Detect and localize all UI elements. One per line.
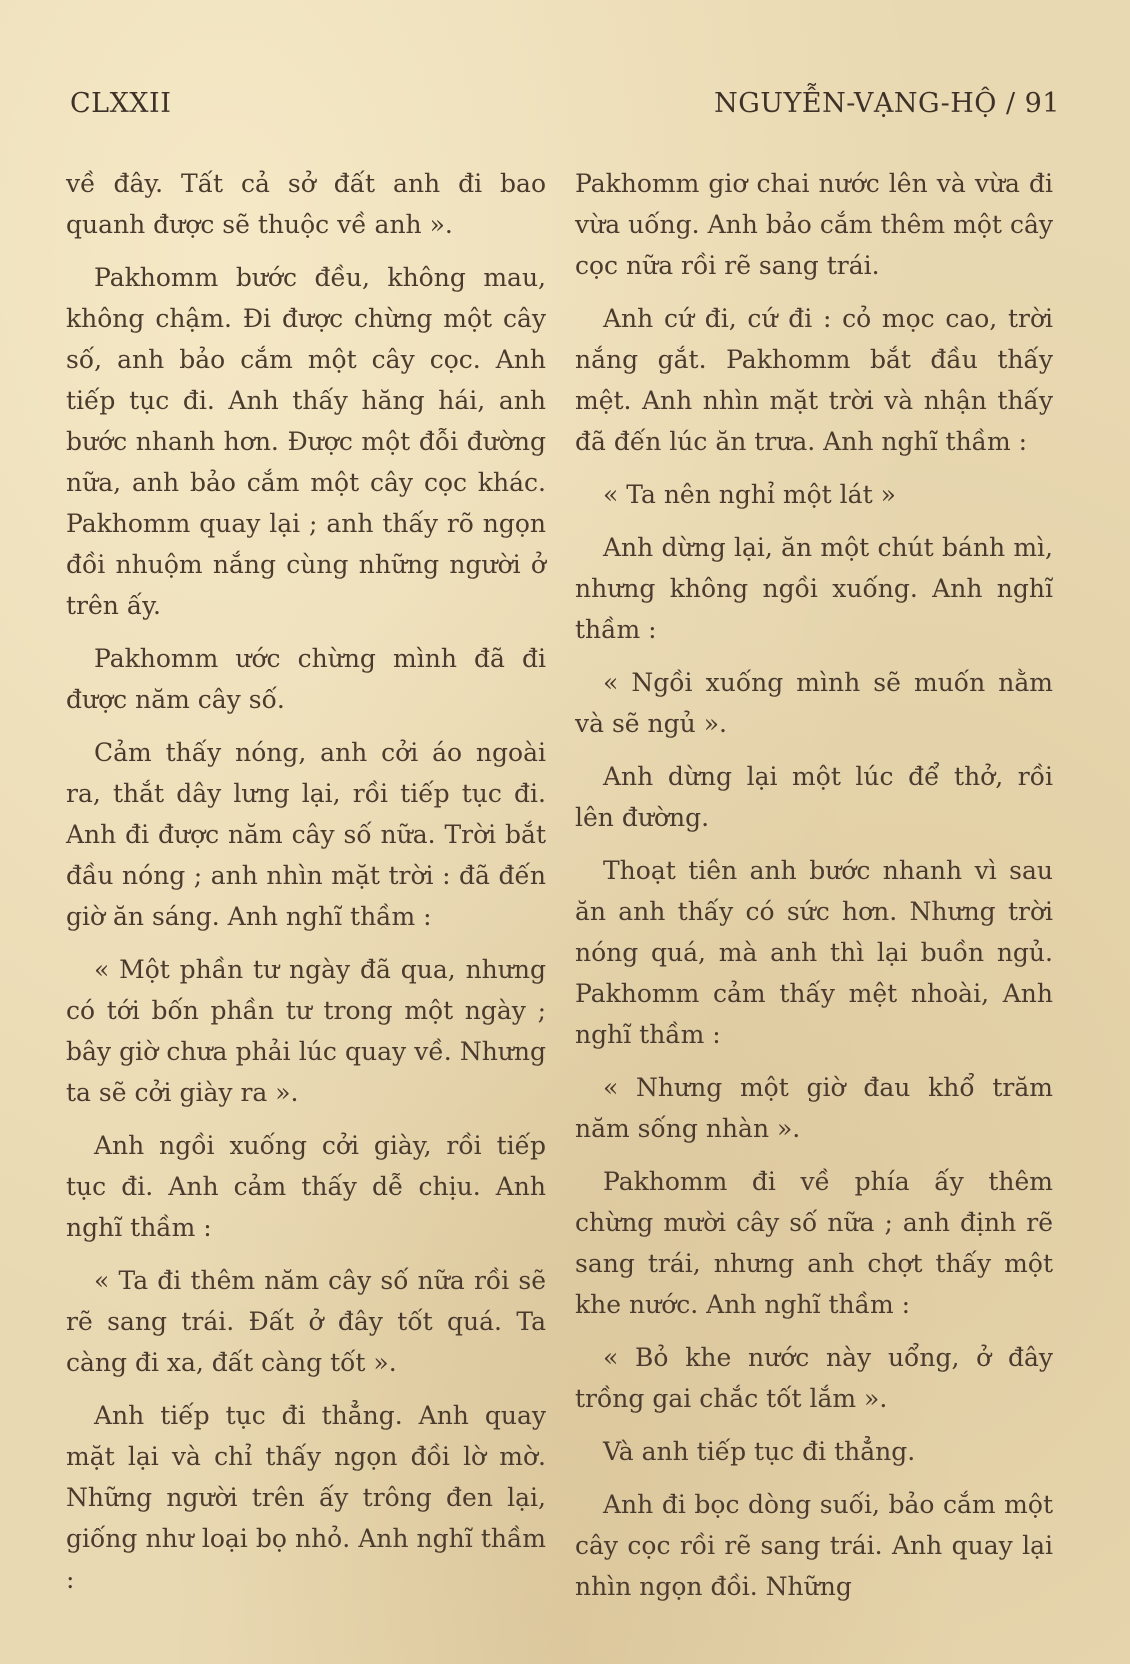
paragraph: Pakhomm ước chừng mình đã đi được năm cây số.	[66, 644, 546, 714]
paragraph: Anh đi bọc dòng suối, bảo cắm một cây cọc rồi rẽ sang trái. Anh quay lại nhìn ngọn đồi. Những	[575, 1490, 1053, 1601]
paragraph: Anh ngồi xuống cởi giày, rồi tiếp tục đi. Anh cảm thấy dễ chịu. Anh nghĩ thầm :	[66, 1131, 546, 1242]
page-header	[70, 88, 1060, 128]
paragraph: Anh dừng lại, ăn một chút bánh mì, nhưng không ngồi xuống. Anh nghĩ thầm :	[575, 533, 1053, 644]
paragraph: Và anh tiếp tục đi thẳng.	[603, 1437, 916, 1466]
paragraph: « Ta đi thêm năm cây số nữa rồi sẽ rẽ sang trái. Đất ở đây tốt quá. Ta càng đi xa, đất càng tốt ».	[66, 1266, 546, 1377]
paragraph: Pakhomm đi về phía ấy thêm chừng mười cây số nữa ; anh định rẽ sang trái, nhưng anh chợt thấy một khe nước. Anh nghĩ thầm :	[575, 1167, 1053, 1319]
paragraph: « Ta nên nghỉ một lát »	[603, 480, 896, 509]
left-column	[66, 163, 546, 1612]
right-column	[575, 163, 1053, 1619]
paragraph: Anh cứ đi, cứ đi : cỏ mọc cao, trời nắng gắt. Pakhomm bắt đầu thấy mệt. Anh nhìn mặt trời và nhận thấy đã đến lúc ăn trưa. Anh nghĩ thầm :	[575, 304, 1053, 456]
paragraph: Pakhomm bước đều, không mau, không chậm. Đi được chừng một cây số, anh bảo cắm một cây cọc. Anh tiếp tục đi. Anh thấy hăng hái, anh bước nhanh hơn. Được một đỗi đường nữa, anh bảo cắm một cây cọc khác. Pakhomm quay lại ; anh thấy rõ ngọn đồi nhuộm nắng cùng những người ở trên ấy.	[66, 263, 546, 620]
paragraph: « Một phần tư ngày đã qua, nhưng có tới bốn phần tư trong một ngày ; bây giờ chưa phải lúc quay về. Nhưng ta sẽ cởi giày ra ».	[66, 955, 546, 1107]
paragraph: « Ngồi xuống mình sẽ muốn nằm và sẽ ngủ ».	[575, 668, 1053, 738]
paragraph: Anh dừng lại một lúc để thở, rồi lên đường.	[575, 762, 1053, 832]
paragraph: Anh tiếp tục đi thẳng. Anh quay mặt lại và chỉ thấy ngọn đồi lờ mờ. Những người trên ấy trông đen lại, giống như loại bọ nhỏ. Anh nghĩ thầm :	[66, 1401, 546, 1594]
paragraph: về đây. Tất cả sở đất anh đi bao quanh được sẽ thuộc về anh ».	[66, 169, 546, 239]
running-head-page-number: NGUYỄN-VẠNG-HỘ / 91	[714, 88, 1060, 119]
chapter-number: CLXXII	[70, 88, 172, 119]
paragraph: « Bỏ khe nước này uổng, ở đây trồng gai chắc tốt lắm ».	[575, 1343, 1053, 1413]
paragraph: « Nhưng một giờ đau khổ trăm năm sống nhàn ».	[575, 1073, 1053, 1143]
paragraph: Thoạt tiên anh bước nhanh vì sau ăn anh thấy có sức hơn. Nhưng trời nóng quá, mà anh thì lại buồn ngủ. Pakhomm cảm thấy mệt nhoài, Anh nghĩ thầm :	[575, 856, 1053, 1049]
paragraph: Pakhomm giơ chai nước lên và vừa đi vừa uống. Anh bảo cắm thêm một cây cọc nữa rồi rẽ sang trái.	[575, 169, 1053, 280]
paragraph: Cảm thấy nóng, anh cởi áo ngoài ra, thắt dây lưng lại, rồi tiếp tục đi. Anh đi được năm cây số nữa. Trời bắt đầu nóng ; anh nhìn mặt trời : đã đến giờ ăn sáng. Anh nghĩ thầm :	[66, 738, 546, 931]
